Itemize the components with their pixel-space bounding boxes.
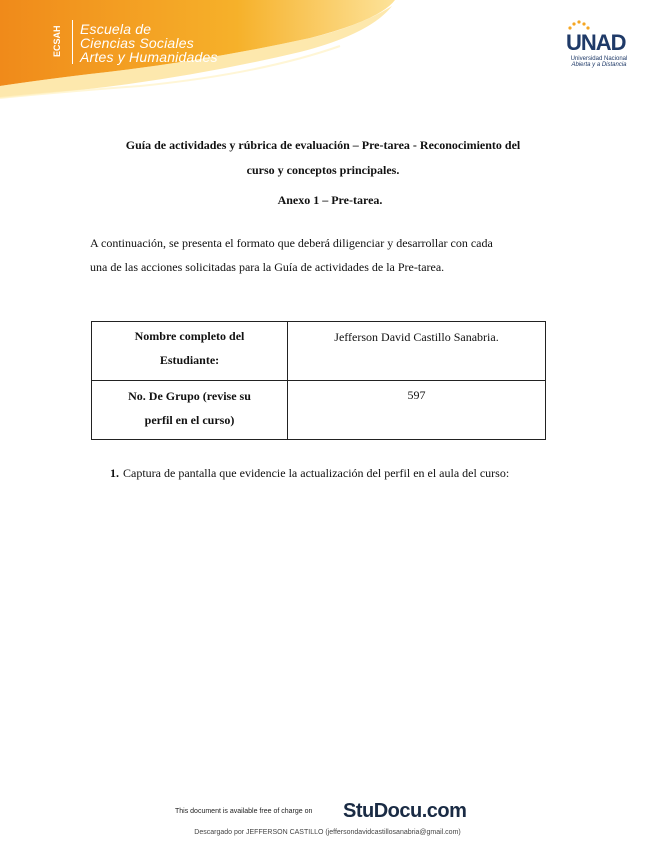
item-1 [110, 466, 509, 480]
unad-logo [566, 30, 626, 56]
school-name-line2: Ciencias Sociales [80, 35, 194, 51]
doc-title-line2: curso y conceptos principales. [246, 163, 400, 177]
unad-subtitle-1: Universidad Nacional [570, 56, 628, 62]
name-value: Jefferson David Castillo Sanabria. [334, 330, 499, 344]
studocu-logo[interactable]: StuDocu.com [343, 800, 467, 822]
table-row-divider [91, 380, 546, 381]
doc-title-line1: Guía de actividades y rúbrica de evaluación – Pre-tarea - Reconocimiento del [125, 138, 521, 152]
school-name-line3: Artes y Humanidades [80, 49, 218, 65]
header-divider [72, 20, 73, 64]
name-label-line2: Estudiante: [159, 353, 220, 367]
intro-line2: una de las acciones solicitadas para la Guía de actividades de la Pre-tarea. [90, 260, 445, 274]
group-label-line1: No. De Grupo (revise su [128, 389, 251, 403]
annex-title: Anexo 1 – Pre-tarea. [277, 193, 383, 207]
item-1-number: 1. [110, 466, 119, 480]
unad-logo-u: U [566, 30, 581, 55]
name-label-line1: Nombre completo del [134, 329, 245, 343]
group-value: 597 [407, 388, 426, 402]
unad-logo-rest: NAD [580, 30, 626, 55]
item-1-text: Captura de pantalla que evidencie la actualización del perfil en el aula del curso: [123, 466, 510, 480]
ecsah-abbr: ECSAH [52, 25, 62, 57]
school-name-line1: Escuela de [80, 21, 152, 37]
footer-available-text: This document is available free of charge on [175, 808, 313, 815]
footer-downloaded-by: Descargado por JEFFERSON CASTILLO (jeffersondavidcastillosanabria@gmail.com) [194, 829, 461, 836]
group-label-line2: perfil en el curso) [144, 413, 235, 427]
unad-subtitle-2: Abierta y a Distancia [571, 62, 627, 68]
intro-line1: A continuación, se presenta el formato que deberá diligenciar y desarrollar con cada [90, 236, 493, 250]
